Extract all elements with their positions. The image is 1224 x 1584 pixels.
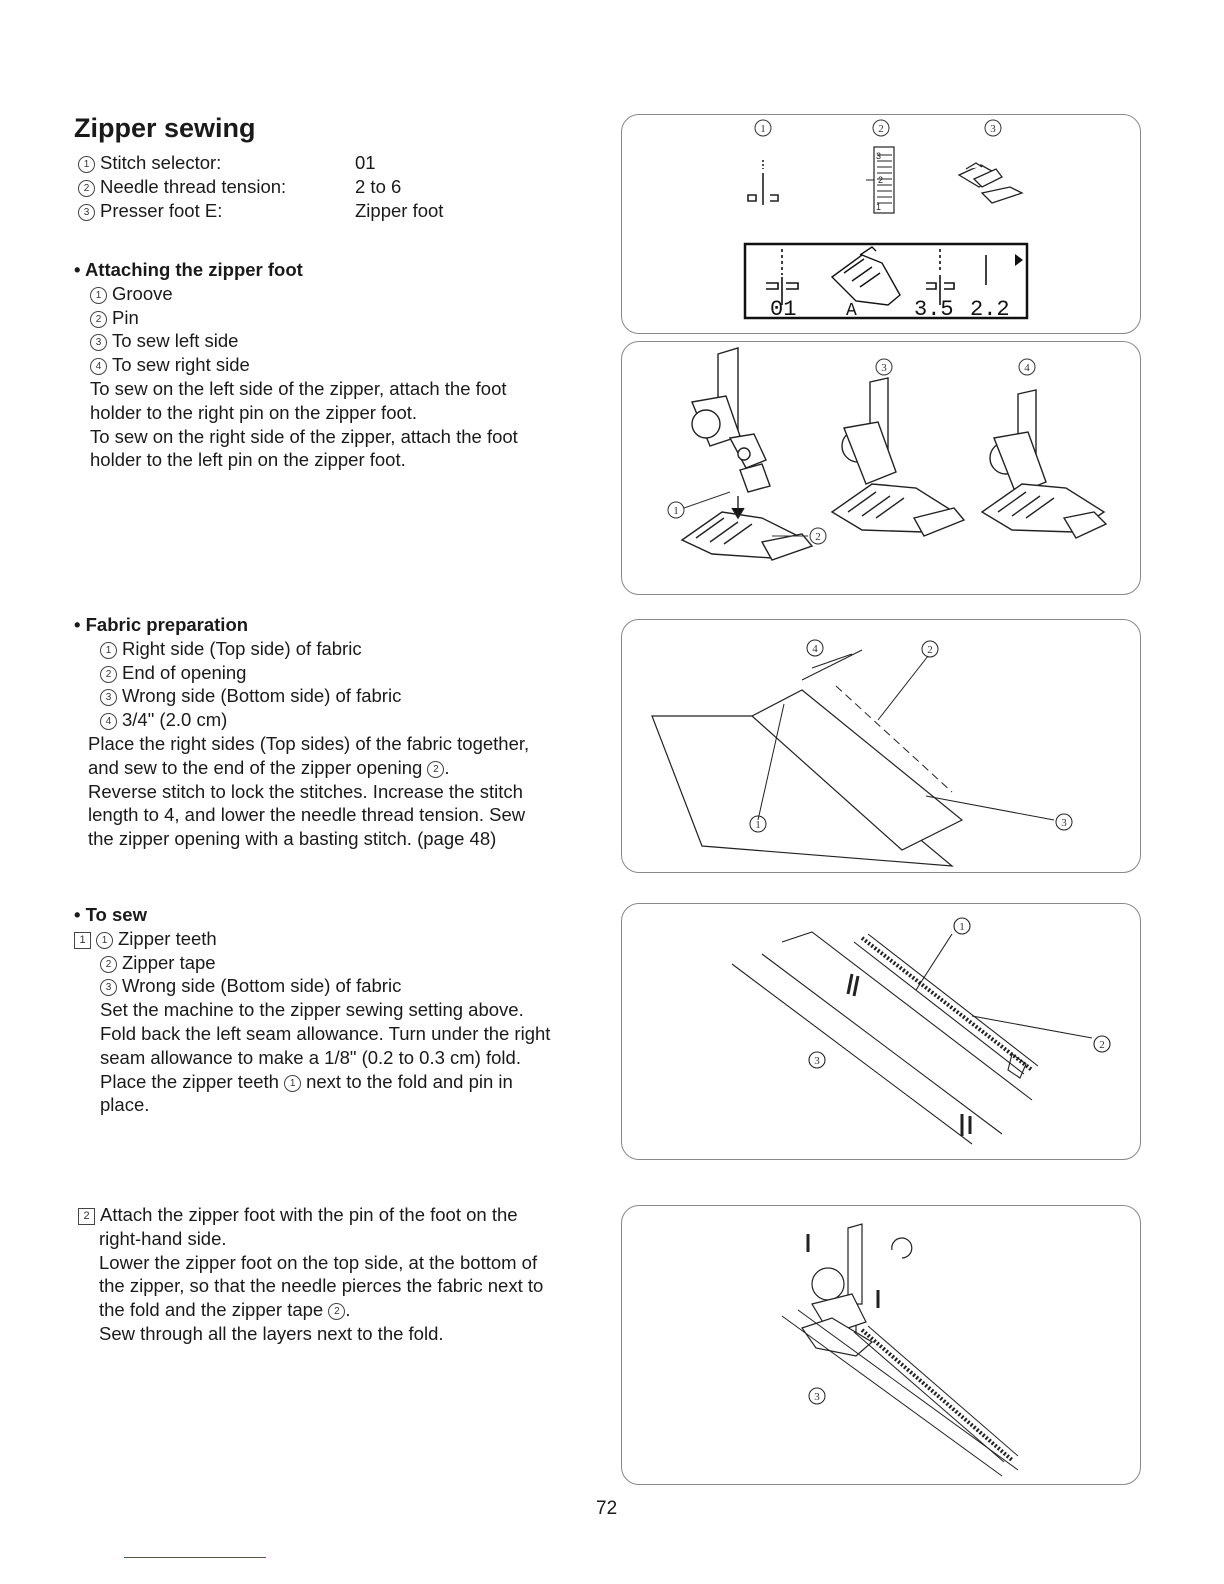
paragraph-line: Fold back the left seam allowance. Turn under the right: [100, 1022, 551, 1044]
paragraph-line: To sew on the right side of the zipper, attach the foot: [90, 425, 518, 447]
paragraph-line: [88, 756, 529, 780]
zipper-teeth: [862, 938, 1032, 1070]
heading-text: Attaching the zipper foot: [84, 259, 303, 280]
fabric-fold: [782, 932, 1032, 1100]
callout-number: 4: [90, 358, 107, 375]
list-item: [90, 329, 518, 353]
list-item: [90, 282, 518, 306]
callout-number: 4: [100, 713, 117, 730]
list-item: [100, 974, 550, 998]
settings-list: [78, 151, 444, 223]
settings-illustration: [622, 115, 1140, 333]
item-text: To sew right side: [112, 354, 250, 376]
callout-label: 2: [927, 644, 933, 656]
lcd-stitch-number: 01: [770, 297, 797, 322]
line-text: Place the zipper teeth: [100, 1070, 279, 1092]
attach-section: [74, 258, 518, 472]
callout-number: 2: [328, 1303, 345, 1320]
paragraph-line: [99, 1298, 543, 1322]
tosew-section: [74, 903, 550, 1117]
setting-value: Zipper foot: [355, 200, 444, 221]
callout-label: 3: [1061, 817, 1067, 829]
tosew-illustration: [622, 904, 1140, 1159]
callout-label: 3: [881, 362, 887, 374]
needle-bar: [848, 1224, 862, 1304]
paragraph-line: place.: [100, 1094, 150, 1116]
item-list: [74, 951, 550, 1118]
callout-number: 1: [284, 1075, 301, 1092]
step2-section: [78, 1203, 543, 1346]
step2-figure: [621, 1205, 1141, 1485]
callout-label: 1: [673, 505, 679, 517]
setting-label: Presser foot E:: [100, 200, 223, 221]
line-text: the fold and the zipper tape: [99, 1299, 324, 1321]
attach-foot-illustration: [622, 342, 1140, 594]
step-number: 2: [78, 1208, 95, 1225]
settings-figure: [621, 114, 1141, 334]
paragraph-line: Place the right sides (Top sides) of the fabric together,: [88, 732, 530, 754]
callout-label: 1: [755, 819, 761, 831]
item-text: Right side (Top side) of fabric: [122, 637, 362, 659]
list-item: [100, 684, 529, 708]
line-text: and sew to the end of the zipper opening: [88, 756, 423, 778]
list-item: [74, 927, 550, 951]
line-end: .: [444, 756, 450, 778]
callout-label: 2: [878, 123, 884, 135]
setting-row: [78, 199, 444, 223]
paragraph: [74, 377, 518, 472]
item-text: Zipper teeth: [118, 927, 217, 949]
tosew-figure: [621, 903, 1141, 1160]
callout-label: 1: [959, 921, 965, 933]
zipper-pull: [1008, 1054, 1026, 1078]
footer-rule: [124, 1557, 266, 1558]
callout-label: 2: [1099, 1039, 1105, 1051]
callout-label: 2: [815, 531, 821, 543]
item-text: Wrong side (Bottom side) of fabric: [122, 685, 402, 707]
setting-row: [78, 175, 402, 199]
paragraph-line: the zipper, so that the needle pierces the fabric next to: [99, 1275, 544, 1297]
fold-arrow-icon: [848, 974, 858, 996]
fabric-section: [74, 613, 529, 851]
step-number: 1: [74, 932, 91, 949]
lcd-length: 2.2: [970, 297, 1010, 322]
paragraph-line: seam allowance to make a 1/8" (0.2 to 0.3 cm) fold.: [100, 1046, 521, 1068]
paragraph: [78, 1227, 543, 1346]
callout-line: [916, 934, 952, 990]
paragraph-line: Lower the zipper foot on the top side, at the bottom of: [99, 1251, 538, 1273]
item-list: [74, 637, 529, 732]
callout-line: [972, 1016, 1092, 1038]
fabric-illustration: [622, 620, 1140, 872]
fabric-figure: [621, 619, 1141, 873]
fold-arrow-icon: [962, 1114, 970, 1136]
heading-text: Fabric preparation: [85, 614, 249, 635]
attach-foot-figure: [621, 341, 1141, 595]
setting-value: 2 to 6: [355, 176, 402, 197]
callout-number: 3: [100, 689, 117, 706]
callout-number: 2: [100, 956, 117, 973]
line-end: .: [345, 1299, 351, 1321]
callout-label: 4: [1024, 362, 1030, 374]
paragraph-line: Reverse stitch to lock the stitches. Increase the stitch: [88, 780, 523, 802]
section-heading: • Fabric preparation: [74, 614, 249, 635]
foot-holder-left: [692, 348, 770, 492]
lcd-width: 3.5: [914, 297, 954, 322]
item-text: Zipper tape: [122, 951, 216, 973]
setting-label: Stitch selector:: [100, 152, 222, 173]
setting-label: Needle thread tension:: [100, 176, 287, 197]
callout-label: 3: [990, 123, 996, 135]
callout-number: 3: [90, 334, 107, 351]
paragraph-line: [78, 1203, 543, 1227]
callout-label: 1: [760, 123, 766, 135]
paragraph-line: holder to the left pin on the zipper foot.: [90, 449, 406, 471]
callout-number: 1: [96, 932, 113, 949]
setting-row: [78, 151, 376, 175]
list-item: [100, 661, 529, 685]
callout-number: 2: [100, 666, 117, 683]
section-heading: • To sew: [74, 904, 147, 925]
section-heading: • Attaching the zipper foot: [74, 259, 303, 280]
foot-holder-right: [982, 390, 1106, 538]
callout-label: 3: [814, 1391, 820, 1403]
item-text: To sew left side: [112, 330, 239, 352]
dial-mark: 1: [876, 202, 882, 212]
line-text: Attach the zipper foot with the pin of the foot on the: [100, 1204, 518, 1225]
callout-line: [684, 492, 730, 508]
paragraph-line: [100, 1070, 550, 1094]
lcd-display: [745, 244, 1027, 322]
paragraph-line: right-hand side.: [99, 1227, 227, 1249]
item-list: [74, 282, 518, 377]
item-text: End of opening: [122, 661, 247, 683]
callout-number: 3: [100, 979, 117, 996]
foot-holder-middle: [832, 378, 964, 536]
callout-line: [878, 656, 928, 720]
list-item: [90, 353, 518, 377]
heading-text: To sew: [85, 904, 147, 925]
callout-number: 2: [427, 761, 444, 778]
paragraph-line: To sew on the left side of the zipper, attach the foot: [90, 377, 507, 399]
dimension-line: [812, 654, 852, 668]
list-item: [100, 637, 529, 661]
lcd-foot-letter: A: [846, 301, 857, 321]
paragraph-line: holder to the right pin on the zipper foot.: [90, 401, 418, 423]
straight-stitch-icon: [748, 160, 778, 205]
item-text: Wrong side (Bottom side) of fabric: [122, 975, 402, 997]
item-text: Groove: [112, 282, 173, 304]
list-item: [90, 306, 518, 330]
line-text: next to the fold and pin in: [306, 1070, 513, 1092]
paragraph-line: the zipper opening with a basting stitch. (page 48): [88, 828, 497, 850]
list-item: [100, 951, 550, 975]
callout-number: 3: [78, 204, 95, 221]
callout-number: 2: [78, 180, 95, 197]
callout-number: 1: [100, 642, 117, 659]
fabric-layers: [652, 690, 962, 866]
item-text: 3/4" (2.0 cm): [122, 709, 228, 731]
zipper-teeth: [862, 1330, 1012, 1460]
callout-number: 1: [78, 156, 95, 173]
zipper-foot-icon: [959, 163, 1022, 203]
list-item: [100, 708, 529, 732]
step2-illustration: [622, 1206, 1140, 1484]
lever: [892, 1238, 912, 1258]
callout-label: 3: [814, 1055, 820, 1067]
page-number: 72: [596, 1498, 618, 1519]
callout-number: 1: [90, 287, 107, 304]
paragraph-line: Set the machine to the zipper sewing setting above.: [100, 999, 524, 1021]
paragraph: [74, 732, 529, 851]
callout-label: 4: [812, 643, 818, 655]
paragraph-line: Sew through all the layers next to the fold.: [99, 1322, 444, 1344]
tension-dial-icon: [866, 147, 894, 213]
setting-value: 01: [355, 152, 376, 173]
item-text: Pin: [112, 306, 139, 328]
thumb-screw: [812, 1268, 844, 1300]
dial-mark: 3: [876, 151, 882, 161]
page-title: Zipper sewing: [74, 113, 256, 143]
paragraph-line: length to 4, and lower the needle thread tension. Sew: [88, 804, 526, 826]
dial-mark: 2: [878, 175, 884, 185]
callout-number: 2: [90, 311, 107, 328]
